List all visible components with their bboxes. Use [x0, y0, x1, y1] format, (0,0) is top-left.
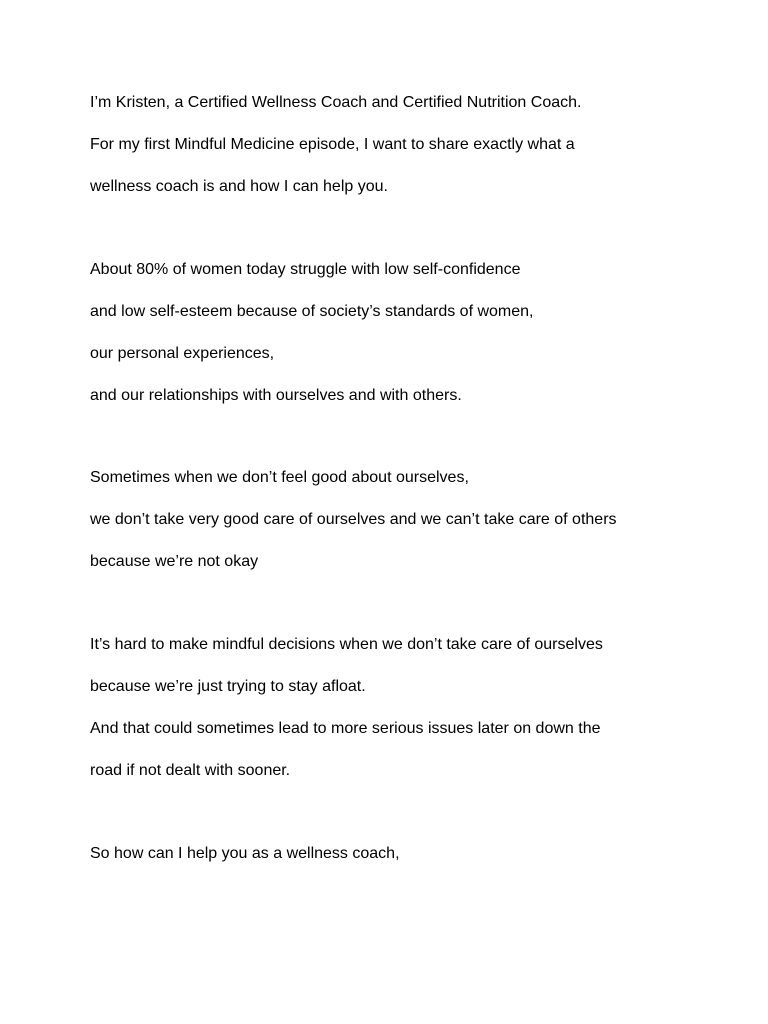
- text-line: our personal experiences,: [90, 345, 275, 362]
- text-line: wellness coach is and how I can help you.: [90, 178, 388, 195]
- text-line: It’s hard to make mindful decisions when we don’t take care of ourselves: [90, 636, 603, 653]
- text-line: About 80% of women today struggle with low self-confidence: [90, 261, 521, 278]
- text-line: For my first Mindful Medicine episode, I want to share exactly what a: [90, 136, 575, 153]
- text-line: road if not dealt with sooner.: [90, 762, 291, 779]
- text-line: and low self-esteem because of society’s standards of women,: [90, 303, 534, 320]
- text-line: I’m Kristen, a Certified Wellness Coach and Certified Nutrition Coach.: [90, 94, 582, 111]
- text-line: because we’re not okay: [90, 553, 259, 570]
- text-line: and our relationships with ourselves and with others.: [90, 387, 462, 404]
- text-line: And that could sometimes lead to more serious issues later on down the: [90, 720, 601, 737]
- text-line: because we’re just trying to stay afloat.: [90, 678, 366, 695]
- text-line: we don’t take very good care of ourselves and we can’t take care of others: [90, 511, 617, 528]
- text-line: So how can I help you as a wellness coach,: [90, 845, 400, 862]
- text-line: Sometimes when we don’t feel good about ourselves,: [90, 469, 469, 486]
